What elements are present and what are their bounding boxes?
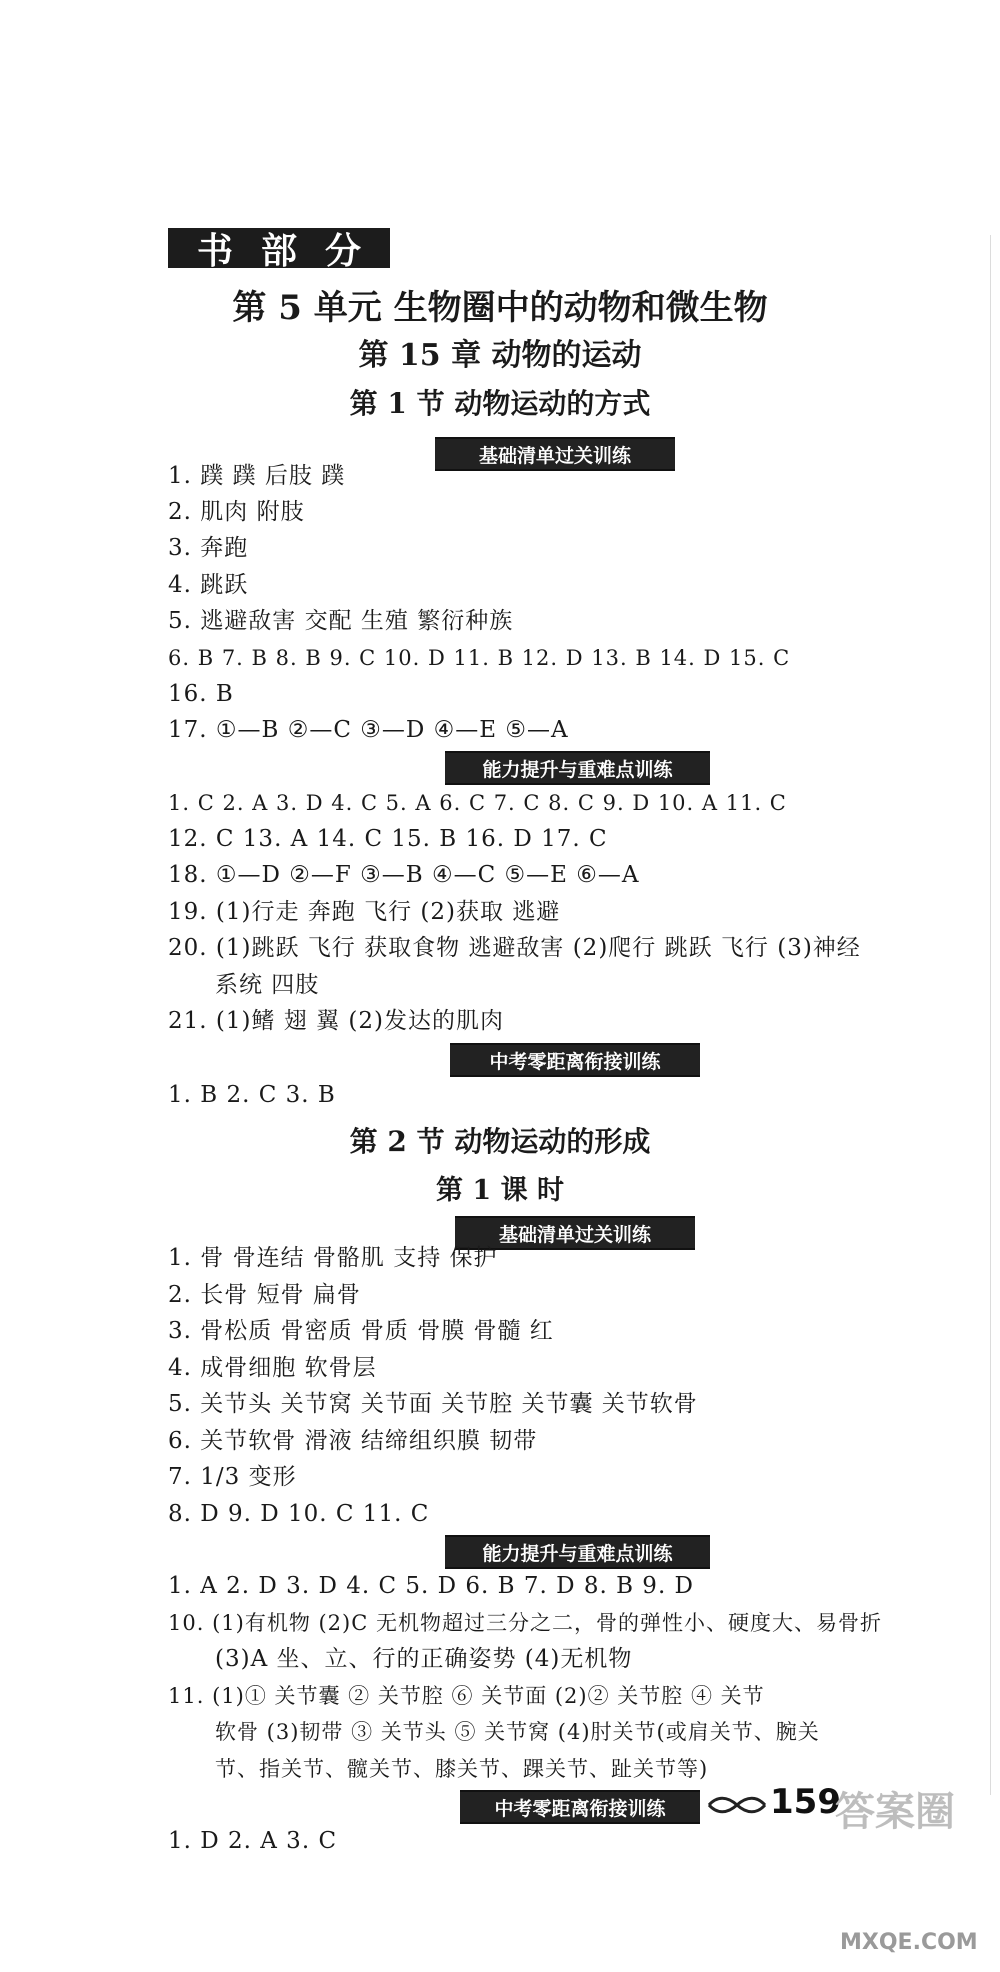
s1-basic-answer: 6. B 7. B 8. B 9. C 10. D 11. B 12. D 13. B 14. D 15. C (168, 646, 791, 670)
chapter-title: 第 15 章 动物的运动 (358, 338, 642, 373)
section-1-exam-band: 中考零距离衔接训练 (450, 1043, 700, 1077)
s2-basic-answer: 5. 关节头 关节窝 关节面 关节腔 关节囊 关节软骨 (168, 1391, 698, 1417)
s2-ability-answer: 软骨 (3)韧带 ③ 关节头 ⑤ 关节窝 (4)肘关节(或肩关节、腕关 (215, 1720, 820, 1744)
s2-exam-answer: 1. D 2. A 3. C (168, 1828, 338, 1854)
s2-basic-answer: 6. 关节软骨 滑液 结缔组织膜 韧带 (168, 1428, 538, 1454)
section-1-title: 第 1 节 动物运动的方式 (349, 387, 651, 420)
s1-ability-answer: 19. (1)行走 奔跑 飞行 (2)获取 逃避 (168, 899, 561, 925)
page-number: 159 (770, 1782, 841, 1822)
section-2-ability-band: 能力提升与重难点训练 (445, 1535, 710, 1569)
s1-ability-answer: 12. C 13. A 14. C 15. B 16. D 17. C (168, 826, 608, 852)
lesson-title: 第 1 课 时 (436, 1175, 564, 1206)
section-1-ability-band: 能力提升与重难点训练 (445, 751, 710, 785)
s1-ability-answer: 1. C 2. A 3. D 4. C 5. A 6. C 7. C 8. C 9. D 10. A 11. C (168, 791, 787, 815)
s1-basic-answer: 17. ①—B ②—C ③—D ④—E ⑤—A (168, 717, 569, 743)
s2-ability-answer: 节、指关节、髋关节、膝关节、踝关节、趾关节等) (215, 1757, 709, 1781)
s1-basic-answer: 3. 奔跑 (168, 535, 249, 561)
s2-basic-answer: 3. 骨松质 骨密质 骨质 骨膜 骨髓 红 (168, 1318, 554, 1344)
s2-basic-answer: 2. 长骨 短骨 扁骨 (168, 1282, 361, 1308)
s2-ability-answer: (3)A 坐、立、行的正确姿势 (4)无机物 (215, 1646, 633, 1672)
s2-basic-answer: 7. 1/3 变形 (168, 1464, 297, 1490)
s1-basic-answer: 16. B (168, 681, 234, 707)
s1-basic-answer: 5. 逃避敌害 交配 生殖 繁衍种族 (168, 608, 514, 634)
page-edge-line (990, 235, 991, 1795)
page-number-ornament-icon (707, 1794, 767, 1816)
s2-basic-answer: 8. D 9. D 10. C 11. C (168, 1501, 430, 1527)
unit-title: 第 5 单元 生物圈中的动物和微生物 (232, 288, 768, 328)
s1-basic-answer: 1. 蹼 蹼 后肢 蹼 (168, 463, 346, 489)
section-2-exam-band: 中考零距离衔接训练 (460, 1790, 700, 1824)
s1-ability-answer: 18. ①—D ②—F ③—B ④—C ⑤—E ⑥—A (168, 862, 640, 888)
s1-ability-answer: 系统 四肢 (215, 972, 320, 998)
s1-exam-answer: 1. B 2. C 3. B (168, 1082, 336, 1108)
section-2-basic-band: 基础清单过关训练 (455, 1216, 695, 1250)
book-part-banner: 书部分 (168, 228, 390, 268)
section-2-title: 第 2 节 动物运动的形成 (349, 1125, 651, 1158)
s2-basic-answer: 4. 成骨细胞 软骨层 (168, 1355, 377, 1381)
s1-basic-answer: 4. 跳跃 (168, 572, 249, 598)
s2-basic-answer: 1. 骨 骨连结 骨骼肌 支持 保护 (168, 1245, 498, 1271)
s2-ability-answer: 1. A 2. D 3. D 4. C 5. D 6. B 7. D 8. B 9. D (168, 1573, 695, 1599)
section-1-basic-band: 基础清单过关训练 (435, 437, 675, 471)
s1-ability-answer: 21. (1)鳍 翅 翼 (2)发达的肌肉 (168, 1008, 504, 1034)
watermark-url: MXQE.COM (840, 1930, 978, 1955)
watermark-logo: 答案圈 (835, 1789, 955, 1835)
s2-ability-answer: 10. (1)有机物 (2)C 无机物超过三分之二，骨的弹性小、硬度大、易骨折 (168, 1611, 882, 1635)
s2-ability-answer: 11. (1)① 关节囊 ② 关节腔 ⑥ 关节面 (2)② 关节腔 ④ 关节 (168, 1684, 765, 1708)
s1-ability-answer: 20. (1)跳跃 飞行 获取食物 逃避敌害 (2)爬行 跳跃 飞行 (3)神经 (168, 935, 861, 961)
s1-basic-answer: 2. 肌肉 附肢 (168, 499, 305, 525)
